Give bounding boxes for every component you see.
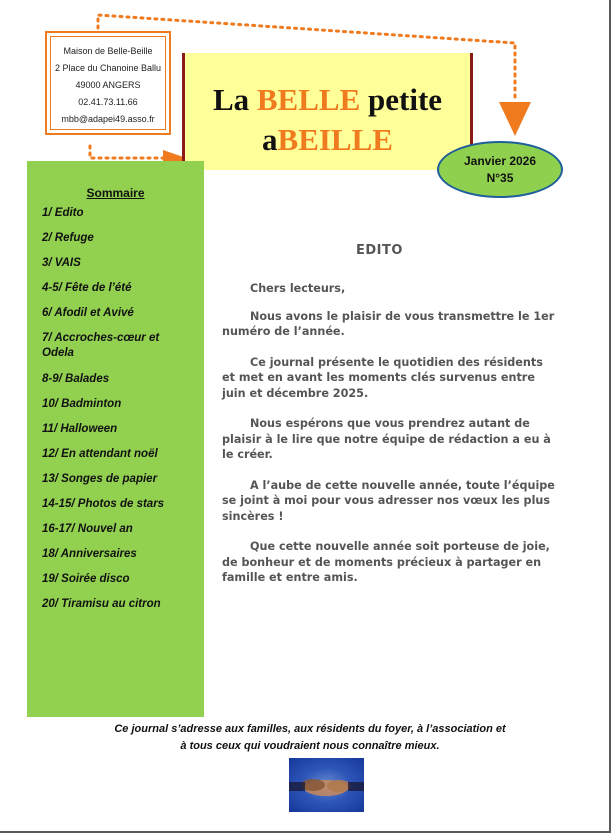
- toc-item-balades: 8-9/ Balades: [42, 373, 110, 385]
- edito-paragraph: Nous espérons que vous prendrez autant de plaisir à le lire que notre équipe de rédaction a eu à le créer.: [222, 417, 551, 461]
- edito-paragraph: Que cette nouvelle année soit porteuse de joie, de bonheur et de moments précieux à partager en famille et entre amis.: [222, 540, 550, 584]
- toc-item-badminton: 10/ Badminton: [42, 398, 122, 410]
- toc-item-photos: 14-15/ Photos de stars: [42, 498, 165, 510]
- toc-item-accroches: 7/ Accroches-cœur et Odela: [42, 332, 160, 359]
- toc-item-songes: 13/ Songes de papier: [42, 473, 158, 485]
- address-street: 2 Place du Chanoine Ballu: [54, 63, 162, 73]
- toc-item-edito: 1/ Edito: [42, 207, 84, 219]
- address-city: 49000 ANGERS: [75, 80, 141, 90]
- edito-paragraph: Ce journal présente le quotidien des résidents et met en avant les moments clés survenus entre juin et décembre 2025.: [222, 355, 543, 400]
- edito-paragraph: A l’aube de cette nouvelle année, toute l’équipe se joint à moi pour vous adresser nos vœux les plus sincères !: [222, 478, 555, 523]
- title-word-a: a: [262, 122, 278, 157]
- toc-item-vais: 3/ VAIS: [42, 257, 81, 269]
- orange-arrow-down-icon: [499, 102, 531, 136]
- footer-note: [60, 721, 560, 755]
- footer-line-2: à tous ceux qui voudraient nous connaître mieux.: [180, 740, 440, 752]
- address-name: Maison de Belle-Beille: [63, 46, 153, 56]
- title-word-belle: BELLE: [256, 82, 361, 117]
- handshake-icon: [289, 758, 364, 812]
- edito-greeting: Chers lecteurs,: [250, 282, 346, 295]
- toc-item-refuge: 2/ Refuge: [42, 232, 94, 244]
- handshake-image: [289, 758, 364, 812]
- toc-item-disco: 19/ Soirée disco: [42, 573, 130, 585]
- title-word-petite: petite: [368, 82, 443, 117]
- newsletter-title: [182, 53, 473, 170]
- toc-item-tiramisu: 20/ Tiramisu au citron: [42, 598, 161, 610]
- issue-number: N°35: [486, 171, 514, 185]
- edito-body: [222, 281, 558, 601]
- title-word-la: La: [212, 82, 250, 117]
- address-phone: 02.41.73.11.66: [78, 97, 138, 107]
- sommaire-panel: [27, 161, 204, 717]
- address-box: [45, 31, 171, 135]
- sommaire-list: [27, 206, 204, 612]
- sommaire-heading: Sommaire: [86, 186, 145, 200]
- issue-date: Janvier 2026: [463, 154, 537, 168]
- edito-heading: EDITO: [356, 243, 403, 258]
- toc-item-halloween: 11/ Halloween: [42, 423, 118, 435]
- toc-item-fete: 4-5/ Fête de l’été: [42, 282, 132, 294]
- title-word-beille: BEILLE: [277, 122, 393, 157]
- address-email: mbb@adapei49.asso.fr: [61, 114, 155, 124]
- toc-item-anniversaires: 18/ Anniversaires: [42, 548, 137, 560]
- toc-item-noel: 12/ En attendant noël: [42, 448, 158, 460]
- edito-paragraph: Nous avons le plaisir de vous transmettre le 1er numéro de l’année.: [222, 309, 555, 338]
- toc-item-afodil: 6/ Afodil et Avivé: [42, 307, 134, 319]
- toc-item-nouvel-an: 16-17/ Nouvel an: [42, 523, 133, 535]
- footer-line-1: Ce journal s’adresse aux familles, aux résidents du foyer, à l’association et: [114, 723, 506, 735]
- issue-badge: [437, 141, 563, 198]
